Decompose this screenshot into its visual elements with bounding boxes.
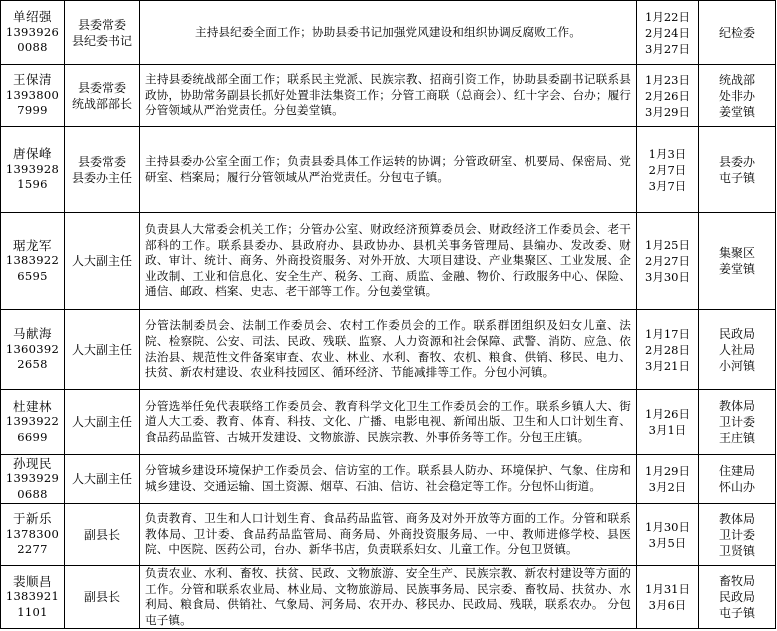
name-cell [1, 455, 65, 504]
duty-description: 负责农业、水利、畜牧、扶贫、民政、文物旅游、安全生产、民族宗教、新农村建设等方面的工作。分管和联系农业局、林业局、文物旅游局、民族事务局、民宗委、畜牧局、扶贫办、水利局、粮食局、供销社、气象局、河务局、农开办、移民办、民政局、残联，联系农办。 分包屯子镇。 [140, 566, 637, 629]
duty-description: 主持县委办公室全面工作；负责县委具体工作运转的协调；分管政研室、机要局、保密局、党研室、档案局；履行分管领域从严治党责任。分包屯子镇。 [140, 127, 637, 213]
contact-unit: 住建局 [718, 464, 755, 478]
contact-unit: 怀山办 [718, 480, 755, 494]
title-cell [65, 310, 140, 390]
duty-dates [637, 504, 699, 566]
contact-unit: 统战部 [718, 72, 755, 87]
title-cell [65, 213, 140, 310]
duty-date: 3月30日 [645, 270, 690, 284]
title-cell [65, 65, 140, 127]
title-line-1: 人大副主任 [71, 254, 132, 268]
phone-line-1: 1383921 [5, 589, 60, 604]
leader-name: 唐保峰 [12, 146, 52, 162]
duty-date: 3月21日 [645, 358, 690, 373]
title-cell [65, 127, 140, 213]
title-line-1: 县委常委 [77, 80, 126, 95]
contact-units [699, 213, 776, 310]
contact-units [699, 504, 776, 566]
contact-unit: 民政局 [718, 590, 755, 605]
duty-date: 1月25日 [645, 238, 690, 252]
duty-date: 3月29日 [645, 104, 690, 119]
contact-units [699, 65, 776, 127]
phone-line-2: 2658 [17, 357, 48, 372]
phone-line-2: 1596 [17, 177, 48, 192]
duty-date: 1月22日 [645, 9, 690, 24]
name-cell [1, 1, 65, 65]
phone-line-1: 1378300 [5, 526, 60, 541]
duty-date: 3月7日 [648, 178, 687, 193]
title-line-1: 副县长 [83, 527, 120, 542]
title-line-1: 县委常委 [77, 17, 126, 32]
phone-line-2: 0688 [17, 486, 48, 501]
contact-units [699, 455, 776, 504]
duty-date: 3月6日 [648, 598, 687, 613]
duty-date: 1月26日 [645, 407, 690, 421]
title-line-2: 统战部部长 [71, 96, 132, 111]
contact-unit: 处非办 [718, 88, 755, 103]
duty-description: 负责县人大常委会机关工作；分管办公室、财政经济预算委员会、财政经济工作委员会、老干部科的工作。联系县委办、县政府办、县政协办、县机关事务管理局、县编办、发改委、财政、审计、统计、商务、外商投资服务、对外开放、大项目建设、产业集聚区、工业发展、企业改制、工业和信息化、安全生产、税务、工商、质监、金融、物价、行政服务中心、保险、通信、邮政、档案、史志、老干部等工作。分包姜堂镇。 [140, 213, 637, 310]
contact-unit: 姜堂镇 [718, 104, 755, 119]
contact-unit: 教体局 [718, 511, 755, 526]
duty-dates [637, 1, 699, 65]
duty-date: 2月7日 [648, 162, 687, 177]
name-cell [1, 504, 65, 566]
leader-name: 琚龙军 [12, 237, 52, 253]
leader-name: 单绍强 [12, 9, 52, 25]
duty-date: 1月3日 [648, 146, 687, 161]
phone-line-1: 1393926 [5, 24, 60, 39]
duty-description: 分管法制委员会、法制工作委员会、农村工作委员会的工作。联系群团组织及妇女儿童、法院、检察院、公安、司法、民政、残联、监察、人力资源和社会保障、武警、消防、应急、依法治县、规范性文件备案审查、农业、林业、水利、畜牧、农机、粮食、供销、移民、电力、扶贫、新农村建设、农业科技园区、循环经济、节能减排等工作。分包小河镇。 [140, 310, 637, 390]
phone-line-1: 1393800 [5, 87, 60, 102]
duty-date: 1月23日 [645, 72, 690, 87]
title-line-1: 人大副主任 [71, 472, 132, 486]
contact-unit: 县委办 [718, 154, 755, 169]
duty-dates [637, 455, 699, 504]
title-cell [65, 1, 140, 65]
phone-line-1: 1360392 [5, 341, 60, 356]
contact-units [699, 127, 776, 213]
contact-units [699, 310, 776, 390]
contact-unit: 王庄镇 [718, 431, 755, 445]
contact-unit: 畜牧局 [718, 574, 755, 589]
title-line-2: 县纪委书记 [71, 33, 132, 48]
duty-dates [637, 213, 699, 310]
leader-name: 裴顺昌 [12, 573, 52, 589]
name-cell [1, 310, 65, 390]
duty-dates [637, 310, 699, 390]
phone-line-2: 6699 [17, 429, 48, 444]
title-cell [65, 455, 140, 504]
duty-date: 3月5日 [648, 535, 687, 550]
phone-line-1: 1393922 [5, 414, 60, 429]
name-cell [1, 65, 65, 127]
contact-unit: 人社局 [718, 342, 755, 357]
leader-name: 马献海 [12, 326, 52, 342]
title-cell [65, 566, 140, 629]
table-row [1, 566, 776, 629]
table-row [1, 310, 776, 390]
duty-date: 1月29日 [645, 464, 690, 478]
contact-unit: 小河镇 [718, 358, 755, 373]
duty-description: 分管选举任免代表联络工作委员会、教育科学文化卫生工作委员会的工作。联系乡镇人大、街道人大工委、教育、体育、科技、文化、广播、电影电视、新闻出版、卫生和人口计划生育、食品药品监管、古城开发建设、文物旅游、民族宗教、外事侨务等工作。分包王庄镇。 [140, 390, 637, 455]
title-line-1: 县委常委 [77, 154, 126, 169]
duty-dates [637, 566, 699, 629]
duty-dates [637, 65, 699, 127]
phone-line-2: 6595 [17, 268, 48, 283]
duty-date: 3月2日 [648, 480, 687, 494]
table-row [1, 1, 776, 65]
leader-name: 杜建林 [12, 398, 52, 414]
contact-unit: 教体局 [718, 399, 755, 413]
table-row [1, 390, 776, 455]
table-row [1, 213, 776, 310]
contact-unit: 姜堂镇 [718, 262, 755, 276]
duty-description: 主持县委统战部全面工作；联系民主党派、民族宗教、招商引资工作，协助县委副书记联系县政协，协助常务副县长抓好处置非法集资工作；分管工商联（总商会）、红十字会、台办；履行分管领域从严治党责任。分包姜堂镇。 [140, 65, 637, 127]
name-cell [1, 390, 65, 455]
name-cell [1, 213, 65, 310]
duty-date: 2月24日 [645, 25, 690, 40]
contact-unit: 屯子镇 [718, 606, 755, 621]
contact-unit: 屯子镇 [718, 170, 755, 185]
phone-line-2: 0088 [17, 40, 48, 55]
duty-description: 主持县纪委全面工作；协助县委书记加强党风建设和组织协调反腐败工作。 [140, 1, 637, 65]
duty-date: 1月31日 [645, 582, 690, 597]
duty-description: 负责教育、卫生和人口计划生育、食品药品监管、商务及对外开放等方面的工作。分管和联系教体局、卫计委、食品药品监管局、商务局、外商投资服务局、一中、教师进修学校、县医院、中医院、医药公司，台办、新华书店，负责联系妇女、儿童工作。分包卫贤镇。 [140, 504, 637, 566]
contact-units [699, 390, 776, 455]
title-line-1: 人大副主任 [71, 415, 132, 429]
title-line-1: 人大副主任 [71, 342, 132, 357]
contact-unit: 纪检委 [718, 25, 755, 40]
phone-line-1: 1383922 [5, 253, 60, 268]
duty-date: 2月26日 [645, 88, 690, 103]
duty-date: 3月1日 [648, 423, 687, 437]
contact-unit: 民政局 [718, 326, 755, 341]
leader-name: 于新乐 [12, 511, 52, 527]
title-line-2: 县委办主任 [71, 170, 132, 185]
contact-unit: 卫贤镇 [718, 543, 755, 558]
table-row [1, 455, 776, 504]
leader-name: 孙现民 [12, 455, 52, 471]
duty-description: 分管城乡建设环境保护工作委员会、信访室的工作。联系县人防办、环境保护、气象、住房和城乡建设、交通运输、国土资源、烟草、石油、信访、社会稳定等工作。分包怀山街道。 [140, 455, 637, 504]
phone-line-2: 1101 [17, 604, 48, 619]
contact-unit: 卫计委 [718, 415, 755, 429]
table-row [1, 127, 776, 213]
name-cell [1, 127, 65, 213]
duty-dates [637, 127, 699, 213]
table-row [1, 504, 776, 566]
leader-name: 王保清 [12, 72, 52, 88]
title-cell [65, 504, 140, 566]
contact-unit: 集聚区 [718, 246, 755, 260]
duty-date: 1月17日 [645, 326, 690, 341]
name-cell [1, 566, 65, 629]
table-row [1, 65, 776, 127]
contact-units [699, 566, 776, 629]
phone-line-1: 1393928 [5, 161, 60, 176]
duty-date: 2月28日 [645, 342, 690, 357]
phone-line-2: 2277 [17, 542, 48, 557]
title-cell [65, 390, 140, 455]
duty-date: 2月27日 [645, 254, 690, 268]
title-line-1: 副县长 [83, 590, 120, 605]
contact-unit: 卫计委 [718, 527, 755, 542]
duty-dates [637, 390, 699, 455]
contact-units [699, 1, 776, 65]
duty-date: 3月27日 [645, 41, 690, 56]
phone-line-2: 7999 [17, 103, 48, 118]
phone-line-1: 1393929 [5, 471, 60, 486]
duty-date: 1月30日 [645, 519, 690, 534]
